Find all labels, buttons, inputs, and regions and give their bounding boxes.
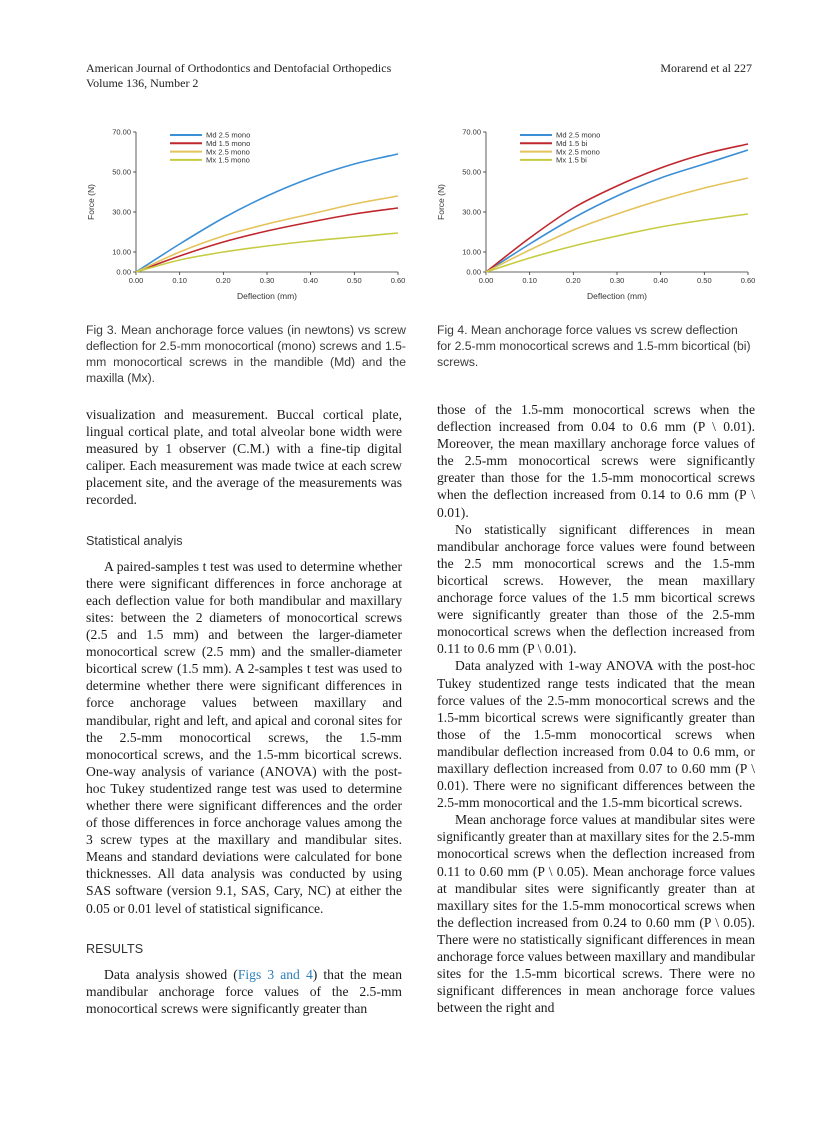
x-tick-label: 0.30	[609, 276, 625, 285]
legend-label: Mx 2.5 mono	[206, 147, 250, 157]
legend-label: Md 2.5 mono	[206, 130, 251, 140]
x-tick-label: 0.60	[740, 276, 756, 285]
legend-label: Md 1.5 bi	[556, 139, 588, 148]
x-tick-label: 0.60	[390, 276, 406, 285]
x-tick-label: 0.00	[478, 276, 494, 285]
y-tick-label: 70.00	[112, 127, 131, 137]
legend-label: Mx 1.5 bi	[556, 155, 587, 165]
y-tick-label: 30.00	[462, 207, 481, 217]
x-tick-label: 0.50	[697, 276, 712, 285]
running-header-authors-page: Morarend et al 227	[660, 61, 752, 75]
legend-label: Md 1.5 mono	[206, 139, 251, 148]
paragraph-anova: Data analyzed with 1-way ANOVA with the post-hoc Tukey studentized range tests indicated that the mean force values of the 2.5-mm monocortical screws and the 1.5-mm bicortical screws were significantly greater than those of the 1.5-mm monocortical screws when mandibular deflection increased from 0.04 to 0.6 mm, or maxillary deflection increased from 0.07 to 0.60 mm (P \ 0.01). There were no significant differences between the 2.5-mm monocortical and the 1.5-mm bicortical screws.	[437, 658, 755, 811]
paragraph-methods-end: visualization and measurement. Buccal cortical plate, lingual cortical plate, and total alveolar bone width were measured by 1 observer (C.M.) with a fine-tip digital caliper. Each measurement was made twice at each screw placement site, and the average of the measurements was recorded.	[86, 407, 402, 508]
x-tick-label: 0.40	[303, 276, 318, 285]
legend-label: Mx 2.5 mono	[556, 147, 600, 157]
journal-volume: Volume 136, Number 2	[86, 76, 199, 90]
x-tick-label: 0.00	[128, 276, 144, 285]
paragraph-statistical-analysis: A paired-samples t test was used to determine whether there were significant differences in force anchorage at each deflection value for both mandibular and maxillary sites: between the 2 diameters of monocortical screws (2.5 and 1.5 mm) and between the larger-diameter monocortical screw (2.5 mm) and the smaller-diameter bicortical screw (1.5 mm). A 2-samples t test was used to determine whether there were significant differences in force anchorage values between maxillary and mandibular, right and left, and apical and coronal sites for the 2.5-mm monocortical screws, the 1.5-mm monocortical screws, and the 1.5-mm bicortical screws. One-way analysis of variance (ANOVA) with the post-hoc Tukey studentized range test was used to determine whether there were significant differences and the order of those differences in force anchorage values among the 3 screw types at the maxillary and mandibular sites. Means and standard deviations were calculated for bone thicknesses. All data analysis was conducted by using SAS software (version 9.1, SAS, Cary, NC) at either the 0.05 or 0.01 level of statistical significance.	[86, 558, 402, 916]
x-tick-label: 0.20	[216, 276, 231, 285]
figs-3-4-link[interactable]: Figs 3 and 4	[237, 966, 313, 982]
figure-4-svg	[430, 120, 760, 310]
heading-statistical-analysis: Statistical analyis	[86, 533, 183, 548]
series-line	[486, 178, 748, 272]
x-tick-label: 0.10	[522, 276, 537, 285]
paragraph-bicortical-comparison: No statistically significant differences in mean mandibular anchorage force values were found between the 2.5 mm monocortical screws and the 1.5-mm bicortical screws. However, the mean maxillary anchorage force values of the 1.5 mm bicortical screws were significantly greater than those of the 2.5-mm monocortical screws when the deflection increased from 0.11 to 0.6 mm (P \ 0.01).	[437, 521, 755, 657]
series-line	[136, 233, 398, 272]
x-tick-label: 0.50	[347, 276, 362, 285]
figure-3-svg	[80, 120, 410, 310]
figure-3-caption: Fig 3. Mean anchorage force values (in newtons) vs screw deflection for 2.5-mm monocortical (mono) screws and 1.5-mm monocortical screws in the mandible (Md) and the maxilla (Mx).	[86, 323, 406, 385]
x-tick-label: 0.20	[566, 276, 581, 285]
series-line	[486, 214, 748, 272]
x-axis-label: Deflection (mm)	[587, 291, 647, 301]
y-tick-label: 10.00	[462, 247, 481, 257]
paragraph-results-start	[86, 966, 402, 1017]
legend-label: Md 2.5 mono	[556, 130, 601, 140]
y-tick-label: 0.00	[466, 267, 481, 277]
series-line	[486, 150, 748, 272]
right-text-column	[437, 401, 755, 1016]
y-tick-label: 50.00	[112, 167, 131, 177]
series-line	[136, 208, 398, 272]
legend-label: Mx 1.5 mono	[206, 155, 250, 165]
paragraph-results-cont: those of the 1.5-mm monocortical screws when the deflection increased from 0.04 to 0.6 mm (P \ 0.01). Moreover, the mean maxillary anchorage force values of the 2.5-mm monocortical screws were significantly greater than those for the 1.5-mm monocortical screws when the deflection increased from 0.14 to 0.6 mm (P \ 0.01).	[437, 402, 755, 520]
results-text-a: Data analysis showed (	[104, 966, 238, 982]
figure-4-chart	[430, 120, 760, 310]
running-header-journal	[86, 61, 506, 91]
x-tick-label: 0.10	[172, 276, 187, 285]
journal-title: American Journal of Orthodontics and Dentofacial Orthopedics	[86, 61, 392, 75]
paragraph-site-comparison: Mean anchorage force values at mandibular sites were significantly greater than at maxillary sites for the 2.5-mm monocortical screws when the deflection increased from 0.11 to 0.60 mm (P \ 0.05). Mean anchorage force values at mandibular sites were significantly greater than at maxillary sites for the 1.5-mm monocortical screws when the deflection increased from 0.24 to 0.60 mm (P \ 0.05). There were no statistically significant differences in mean anchorage force values between maxillary and mandibular sites for the 1.5-mm bicortical screws. There were no significant differences in mean anchorage force values between the right and	[437, 812, 755, 1016]
x-tick-label: 0.40	[653, 276, 668, 285]
left-text-column	[86, 406, 402, 1017]
y-tick-label: 70.00	[462, 127, 481, 137]
heading-results: RESULTS	[86, 941, 144, 956]
figure-4-caption: Fig 4. Mean anchorage force values vs screw deflection for 2.5-mm monocortical screws and 1.5-mm bicortical (bi) screws.	[437, 323, 751, 369]
y-tick-label: 30.00	[112, 207, 131, 217]
y-axis-label: Force (N)	[86, 184, 96, 220]
y-tick-label: 0.00	[116, 267, 131, 277]
y-axis-label: Force (N)	[436, 184, 446, 220]
results-text-b: ) that the mean mandibular anchorage force values of the 2.5-mm monocortical screws were significantly greater than	[86, 966, 402, 1016]
figure-3-chart	[80, 120, 410, 310]
x-axis-label: Deflection (mm)	[237, 291, 297, 301]
y-tick-label: 10.00	[112, 247, 131, 257]
x-tick-label: 0.30	[259, 276, 275, 285]
y-tick-label: 50.00	[462, 167, 481, 177]
